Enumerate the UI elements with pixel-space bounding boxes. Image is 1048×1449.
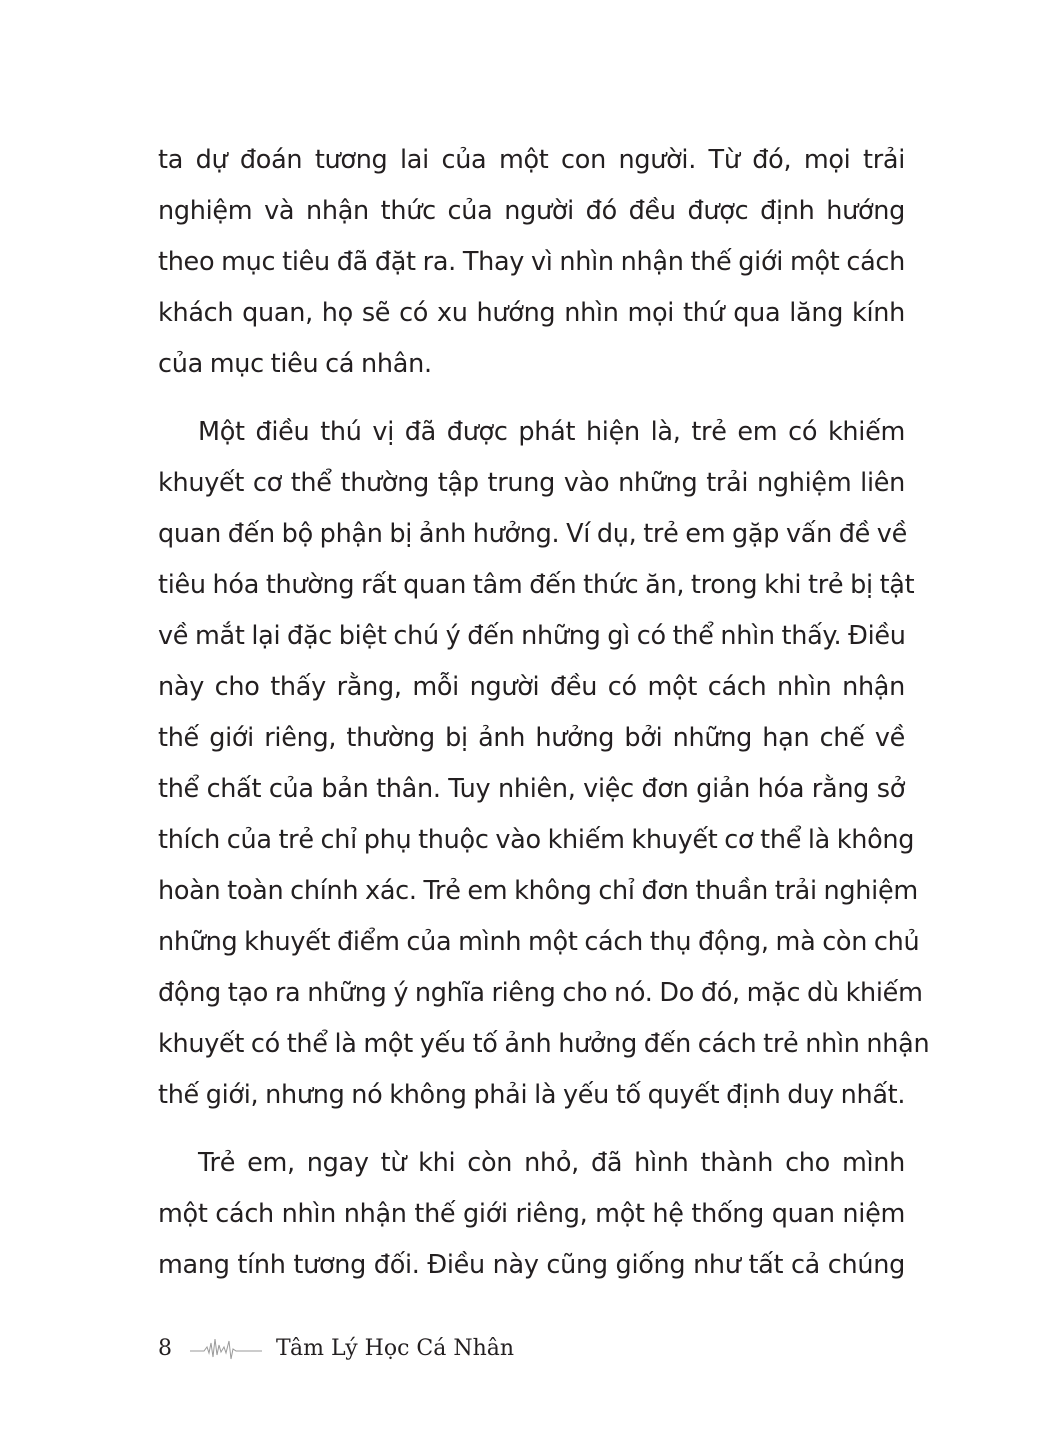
paragraph xyxy=(158,1143,905,1296)
text-line: động tạo ra những ý nghĩa riêng cho nó. Do đó, mặc dù khiếm xyxy=(158,978,923,1008)
text-line: nghiệm và nhận thức của người đó đều được định hướng xyxy=(158,196,905,226)
text-line: hoàn toàn chính xác. Trẻ em không chỉ đơn thuần trải nghiệm xyxy=(158,876,918,906)
text-line: khuyết có thể là một yếu tố ảnh hưởng đến cách trẻ nhìn nhận xyxy=(158,1029,930,1059)
text-line: ta dự đoán tương lai của một con người. Từ đó, mọi trải xyxy=(158,145,905,175)
paragraph xyxy=(158,412,930,1126)
page-body xyxy=(158,140,930,1313)
text-line: theo mục tiêu đã đặt ra. Thay vì nhìn nhận thế giới một cách xyxy=(158,247,905,277)
text-line: quan đến bộ phận bị ảnh hưởng. Ví dụ, trẻ em gặp vấn đề về xyxy=(158,519,907,549)
text-line: này cho thấy rằng, mỗi người đều có một cách nhìn nhận xyxy=(158,672,905,702)
text-line: mang tính tương đối. Điều này cũng giống như tất cả chúng xyxy=(158,1250,905,1280)
text-line: thể chất của bản thân. Tuy nhiên, việc đơn giản hóa rằng sở xyxy=(158,774,905,804)
text-line: Một điều thú vị đã được phát hiện là, trẻ em có khiếm xyxy=(198,417,905,447)
text-line: Trẻ em, ngay từ khi còn nhỏ, đã hình thành cho mình xyxy=(198,1148,905,1178)
heartbeat-line-icon xyxy=(190,1333,262,1363)
text-line: những khuyết điểm của mình một cách thụ động, mà còn chủ xyxy=(158,927,920,957)
text-line: thế giới, nhưng nó không phải là yếu tố quyết định duy nhất. xyxy=(158,1080,906,1110)
text-line: khuyết cơ thể thường tập trung vào những trải nghiệm liên xyxy=(158,468,905,498)
book-title: Tâm Lý Học Cá Nhân xyxy=(276,1335,515,1361)
page-footer xyxy=(158,1331,514,1365)
text-line: thích của trẻ chỉ phụ thuộc vào khiếm khuyết cơ thể là không xyxy=(158,825,915,855)
page-number: 8 xyxy=(158,1335,172,1361)
text-line: của mục tiêu cá nhân. xyxy=(158,349,432,379)
text-line: về mắt lại đặc biệt chú ý đến những gì có thể nhìn thấy. Điều xyxy=(158,621,906,651)
text-line: thế giới riêng, thường bị ảnh hưởng bởi những hạn chế về xyxy=(158,723,905,753)
text-line: khách quan, họ sẽ có xu hướng nhìn mọi thứ qua lăng kính xyxy=(158,298,905,328)
text-line: một cách nhìn nhận thế giới riêng, một hệ thống quan niệm xyxy=(158,1199,905,1229)
paragraph xyxy=(158,140,905,395)
text-line: tiêu hóa thường rất quan tâm đến thức ăn, trong khi trẻ bị tật xyxy=(158,570,915,600)
